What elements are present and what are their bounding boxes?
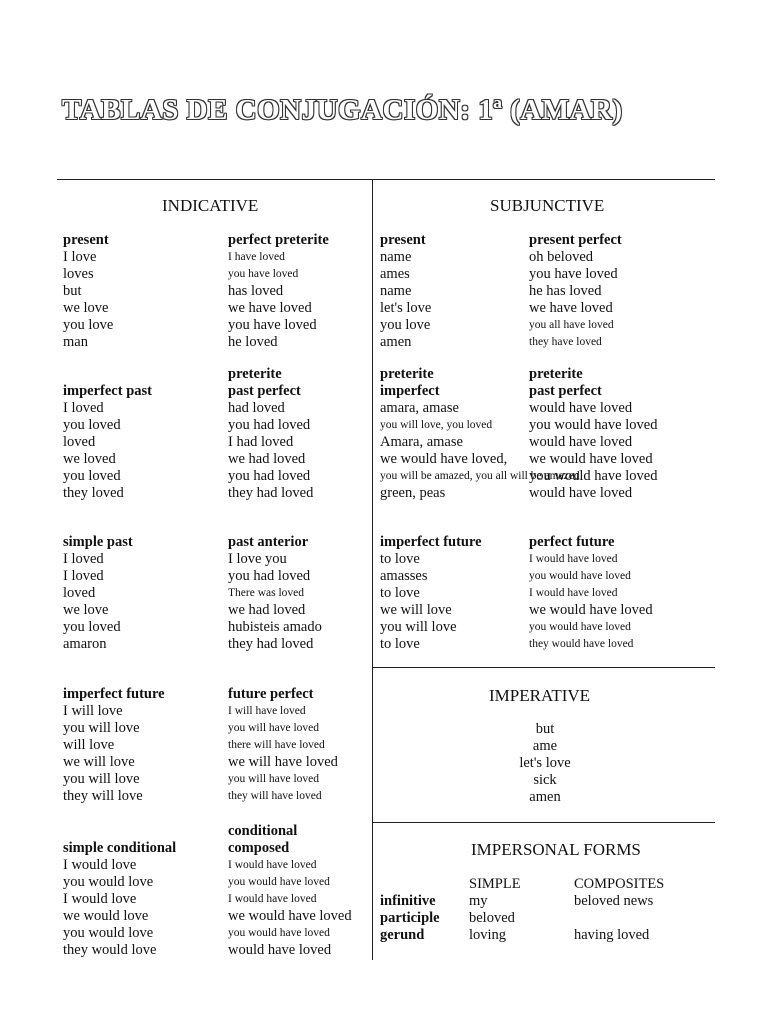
tense-heading: conditional	[228, 823, 298, 839]
conjugation-form: amen	[529, 789, 561, 805]
conjugation-form: we loved	[63, 451, 116, 467]
conjugation-form: you will have loved	[228, 773, 320, 785]
conjugation-form: you loved	[63, 468, 121, 484]
impersonal-col-composites: COMPOSITES	[574, 876, 665, 892]
conjugation-form: we would have loved	[228, 908, 352, 924]
conjugation-form: you will love, you loved	[380, 419, 493, 431]
impersonal-simple: loving	[469, 927, 507, 943]
impersonal-labels	[380, 893, 440, 944]
conjugation-form: name	[380, 249, 412, 265]
conjugation-form: would have loved	[529, 485, 633, 501]
conjugation-form: you have loved	[228, 268, 299, 280]
conjugation-form: we had loved	[228, 602, 306, 618]
conjugation-form: they would have loved	[529, 638, 634, 650]
conjugation-form: you loved	[63, 417, 121, 433]
tense-heading: imperfect future	[63, 686, 165, 702]
indicative-imperfect-past	[63, 383, 152, 502]
conjugation-form: but	[63, 283, 82, 299]
conjugation-form: we would love	[63, 908, 149, 924]
conjugation-form: they loved	[63, 485, 124, 501]
conjugation-form: you would have loved	[228, 876, 330, 888]
conjugation-form: there will have loved	[228, 739, 325, 751]
subjunctive-past-perfect	[529, 366, 657, 502]
tense-heading: simple conditional	[63, 840, 177, 856]
conjugation-form: loves	[63, 266, 94, 282]
conjugation-form: I would love	[63, 891, 137, 907]
tense-heading: past perfect	[228, 383, 301, 399]
conjugation-form: you would love	[63, 874, 154, 890]
conjugation-form: we have loved	[529, 300, 613, 316]
imperative-heading: IMPERATIVE	[489, 686, 591, 705]
impersonal-rule	[372, 822, 715, 823]
page-title: TABLAS DE CONJUGACIÓN: 1ª (AMAR)	[62, 94, 623, 126]
impersonal-simple-forms	[469, 893, 515, 944]
conjugation-form: we had loved	[228, 451, 306, 467]
conjugation-form: to love	[380, 551, 420, 567]
conjugation-form: you all have loved	[529, 319, 614, 331]
conjugation-form: you will be amazed, you all will be amazed	[380, 470, 580, 482]
conjugation-form: I had loved	[228, 434, 294, 450]
conjugation-form: will love	[63, 737, 115, 753]
imperative-forms	[480, 721, 610, 806]
conjugation-form: you love	[63, 317, 114, 333]
impersonal-label: participle	[380, 910, 440, 926]
indicative-past-anterior	[228, 534, 322, 653]
tense-heading: perfect future	[529, 534, 615, 550]
conjugation-form: you would love	[63, 925, 154, 941]
conjugation-form: I will love	[63, 703, 123, 719]
impersonal-composite: having loved	[574, 927, 650, 943]
tense-heading: present	[380, 232, 426, 248]
conjugation-form: loved	[63, 585, 96, 601]
indicative-imperfect-future	[63, 686, 165, 805]
conjugation-form: had loved	[228, 400, 285, 416]
conjugation-form: I would have loved	[529, 553, 618, 565]
conjugation-form: would have loved	[228, 942, 332, 958]
conjugation-form: you would have loved	[228, 927, 330, 939]
conjugation-form: they had loved	[228, 636, 314, 652]
tense-heading: imperfect past	[63, 383, 152, 399]
subjunctive-imperfect-future	[380, 534, 482, 653]
impersonal-label: gerund	[380, 927, 425, 943]
conjugation-form: to love	[380, 585, 420, 601]
conjugation-form: I love	[63, 249, 97, 265]
conjugation-form: you have loved	[228, 317, 317, 333]
conjugation-form: you will have loved	[228, 722, 320, 734]
tense-heading: present perfect	[529, 232, 622, 248]
tense-heading: preterite	[380, 366, 434, 382]
conjugation-form: amen	[380, 334, 412, 350]
conjugation-form: we have loved	[228, 300, 312, 316]
tense-heading: future perfect	[228, 686, 314, 702]
conjugation-form: hubisteis amado	[228, 619, 322, 635]
subjunctive-perfect-future	[529, 534, 653, 653]
conjugation-form: name	[380, 283, 412, 299]
indicative-conditional-composed	[228, 823, 352, 959]
conjugation-form: you will love	[63, 720, 140, 736]
conjugation-form: There was loved	[228, 587, 304, 599]
conjugation-form: I will have loved	[228, 705, 306, 717]
conjugation-form: we would have loved,	[380, 451, 508, 467]
tense-heading: preterite	[529, 366, 583, 382]
tense-heading: past perfect	[529, 383, 602, 399]
conjugation-form: to love	[380, 636, 420, 652]
impersonal-composite	[574, 910, 653, 927]
indicative-present	[63, 232, 113, 351]
subjunctive-present	[380, 232, 431, 351]
conjugation-form: you had loved	[228, 468, 311, 484]
conjugation-form: you will love	[380, 619, 457, 635]
conjugation-form: I loved	[63, 400, 104, 416]
top-rule	[57, 179, 715, 180]
conjugation-form: sick	[533, 772, 557, 788]
impersonal-col-simple: SIMPLE	[469, 876, 521, 892]
conjugation-form: you will love	[63, 771, 140, 787]
indicative-simple-past	[63, 534, 133, 653]
tense-heading: perfect preterite	[228, 232, 329, 248]
impersonal-simple: my	[469, 893, 488, 909]
conjugation-form: he has loved	[529, 283, 602, 299]
conjugation-form: oh beloved	[529, 249, 594, 265]
subjunctive-heading: SUBJUNCTIVE	[490, 196, 605, 215]
conjugation-form: amasses	[380, 568, 428, 584]
indicative-future-perfect	[228, 686, 338, 805]
column-divider	[372, 179, 373, 960]
tense-heading: imperfect	[380, 383, 440, 399]
conjugation-form: let's love	[519, 755, 571, 771]
conjugation-form: you would have loved	[529, 570, 631, 582]
conjugation-form: I love you	[228, 551, 287, 567]
tense-heading: imperfect future	[380, 534, 482, 550]
conjugation-form: you would have loved	[529, 417, 658, 433]
conjugation-form: amaron	[63, 636, 107, 652]
tense-heading: composed	[228, 840, 290, 856]
conjugation-form: you loved	[63, 619, 121, 635]
impersonal-simple: beloved	[469, 910, 515, 926]
impersonal-heading: IMPERSONAL FORMS	[471, 840, 641, 859]
conjugation-form: I loved	[63, 551, 104, 567]
conjugation-form: we will love	[63, 754, 135, 770]
imperative-rule	[372, 667, 715, 668]
tense-heading: preterite	[228, 366, 282, 382]
impersonal-composite-forms	[574, 893, 653, 944]
tense-heading: present	[63, 232, 109, 248]
tense-heading: simple past	[63, 534, 133, 550]
tense-heading: past anterior	[228, 534, 309, 550]
conjugation-form: we would have loved	[529, 451, 653, 467]
conjugation-form: green, peas	[380, 485, 446, 501]
conjugation-form: I would have loved	[228, 893, 317, 905]
conjugation-form: he loved	[228, 334, 278, 350]
conjugation-form: ame	[532, 738, 558, 754]
conjugation-form: I have loved	[228, 251, 285, 263]
indicative-simple-conditional	[63, 840, 176, 959]
conjugation-form: you have loved	[529, 266, 618, 282]
conjugation-form: they will love	[63, 788, 143, 804]
conjugation-form: you would have loved	[529, 468, 658, 484]
conjugation-form: they would love	[63, 942, 157, 958]
conjugation-form: I would love	[63, 857, 137, 873]
conjugation-form: has loved	[228, 283, 284, 299]
conjugation-form: I would have loved	[529, 587, 618, 599]
conjugation-form: you had loved	[228, 568, 311, 584]
conjugation-form: you had loved	[228, 417, 311, 433]
conjugation-form: would have loved	[529, 434, 633, 450]
conjugation-form: but	[535, 721, 555, 737]
conjugation-form: we will have loved	[228, 754, 338, 770]
conjugation-form: they had loved	[228, 485, 314, 501]
conjugation-form: they have loved	[529, 336, 602, 348]
conjugation-form: I loved	[63, 568, 104, 584]
subjunctive-present-perfect	[529, 232, 622, 351]
conjugation-form: would have loved	[529, 400, 633, 416]
conjugation-form: we love	[63, 300, 109, 316]
conjugation-form: they will have loved	[228, 790, 322, 802]
indicative-past-perfect	[228, 366, 313, 502]
conjugation-form: we love	[63, 602, 109, 618]
conjugation-form: you love	[380, 317, 431, 333]
impersonal-composite: beloved news	[574, 893, 654, 909]
conjugation-form: we would have loved	[529, 602, 653, 618]
conjugation-form: ames	[380, 266, 410, 282]
conjugation-form: loved	[63, 434, 96, 450]
indicative-heading: INDICATIVE	[162, 196, 259, 215]
conjugation-form: I would have loved	[228, 859, 317, 871]
conjugation-form: amara, amase	[380, 400, 459, 416]
conjugation-form: let's love	[380, 300, 432, 316]
impersonal-label: infinitive	[380, 893, 436, 909]
conjugation-form: you would have loved	[529, 621, 631, 633]
conjugation-form: Amara, amase	[380, 434, 463, 450]
indicative-perfect-preterite	[228, 232, 329, 351]
conjugation-form: we will love	[380, 602, 452, 618]
conjugation-form: man	[63, 334, 88, 350]
